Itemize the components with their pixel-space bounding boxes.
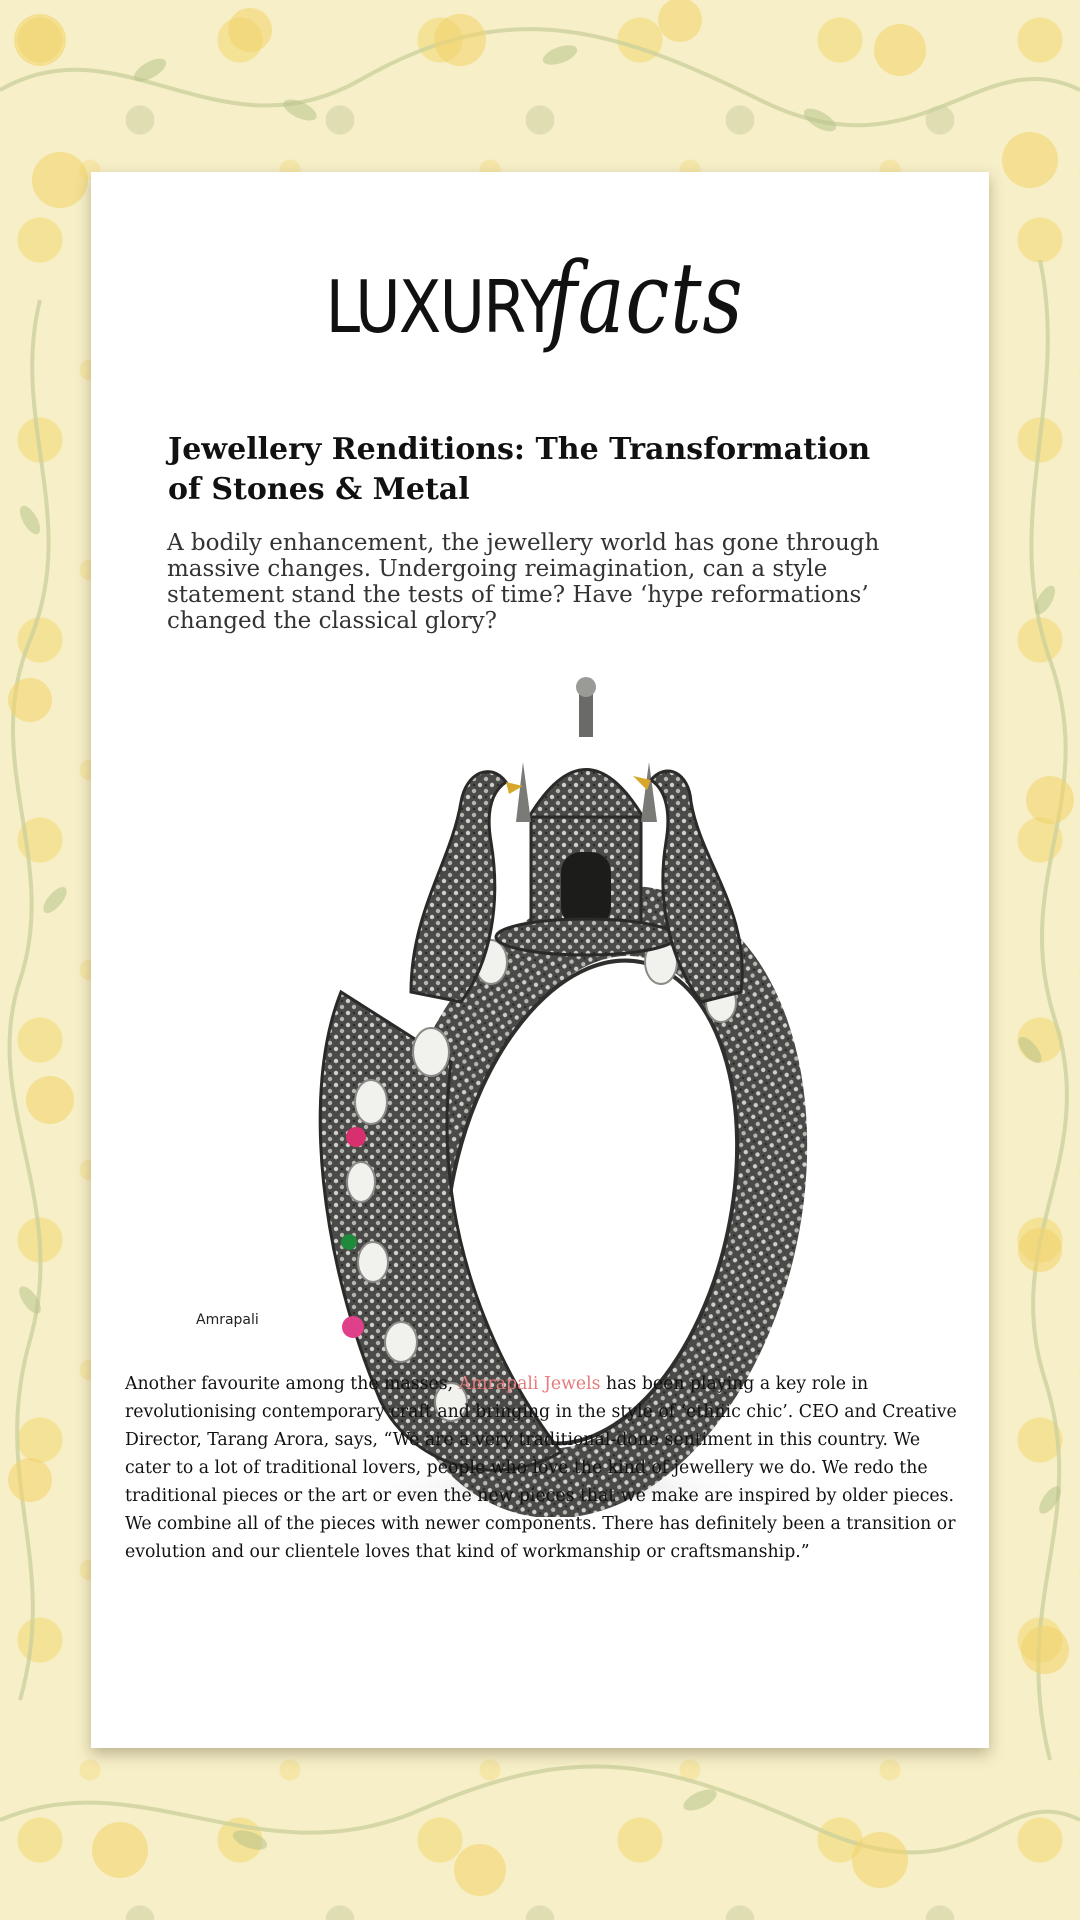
logo-script-text: facts bbox=[548, 242, 744, 356]
body-text-end: has been playing a key role in revolutionising contemporary craft and bringing in the style of ‘ethnic chic’. CEO and Creative Director, Tarang Arora, says, “We are a very traditional-done sentiment in this country. We cater to a lot of traditional lovers, people who love the kind of jewellery we do. We redo the traditional pieces or the art or even the new pieces that we make are inspired by older pieces. We combine all of the pieces with newer components. There has definitely been a transition or evolution and our clientele loves that kind of workmanship or craftsmanship.” bbox=[125, 1374, 957, 1562]
article-body bbox=[125, 1370, 965, 1566]
article-card bbox=[91, 172, 989, 1748]
article-title: Jewellery Renditions: The Transformation of Stones & Metal bbox=[168, 432, 871, 507]
image-caption: Amrapali bbox=[196, 1312, 259, 1328]
article-intro: A bodily enhancement, the jewellery world has gone through massive changes. Undergoing reimagination, can a style statement stand the tests of time? Have ‘hype reformations’ changed the classical glory? bbox=[167, 530, 880, 634]
body-text-start: Another favourite among the masses, bbox=[125, 1374, 459, 1394]
amrapali-jewels-link[interactable]: Amrapali Jewels bbox=[458, 1374, 601, 1394]
logo-main-text: LUXURY bbox=[325, 265, 557, 349]
luxury-facts-logo[interactable] bbox=[91, 242, 989, 356]
